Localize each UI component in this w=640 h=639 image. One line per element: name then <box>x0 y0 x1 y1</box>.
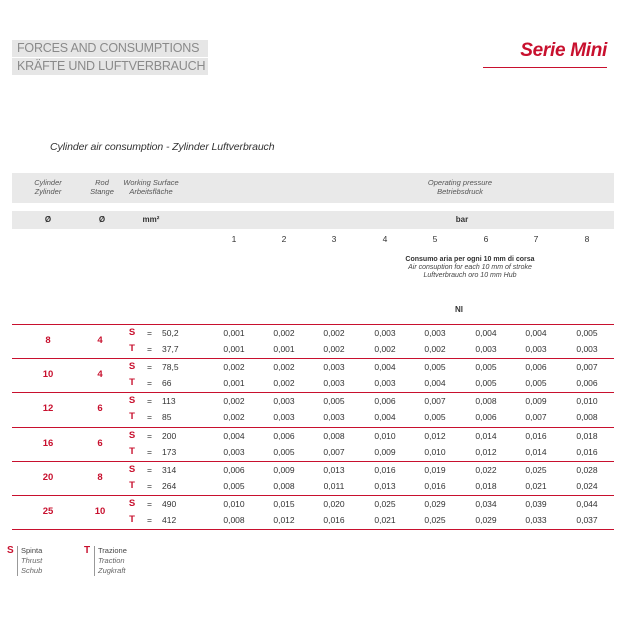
series-underline <box>483 67 607 68</box>
row-divider <box>12 529 614 530</box>
thrust-consumption-cell: 0,015 <box>273 499 295 509</box>
rod-diameter: 6 <box>97 437 103 449</box>
traction-consumption-cell: 0,005 <box>424 412 446 423</box>
legend-thrust-en: Thrust <box>21 556 43 565</box>
equals-sign: = <box>147 515 152 525</box>
traction-consumption-cell: 0,012 <box>273 515 295 525</box>
traction-consumption-cell: 0,016 <box>576 446 598 457</box>
traction-consumption-cell: 0,008 <box>576 412 598 423</box>
traction-consumption-cell: 0,014 <box>525 446 547 457</box>
legend-traction-text <box>94 546 127 576</box>
traction-consumption-cell: 0,025 <box>424 515 446 525</box>
thrust-consumption-cell: 0,029 <box>424 499 446 509</box>
cylinder-diameter: 25 <box>42 506 54 517</box>
pressure-header-7: 7 <box>533 234 539 244</box>
table-subtitle: Cylinder air consumption - Zylinder Luftverbrauch <box>50 141 275 153</box>
consumption-note-en: Air consuption for each 10 mm of stroke <box>408 264 532 271</box>
traction-consumption-cell: 0,004 <box>374 412 396 423</box>
thrust-consumption-cell: 0,012 <box>424 430 446 441</box>
traction-consumption-cell: 0,011 <box>323 480 345 491</box>
traction-consumption-cell: 0,005 <box>273 446 295 457</box>
traction-consumption-cell: 0,005 <box>525 378 547 389</box>
rod-diameter: 4 <box>97 369 103 381</box>
thrust-consumption-cell: 0,006 <box>374 396 396 407</box>
traction-consumption-cell: 0,024 <box>576 480 598 491</box>
legend-traction-de: Zugkraft <box>98 566 126 575</box>
traction-consumption-cell: 0,003 <box>223 446 245 457</box>
traction-consumption-cell: 0,006 <box>576 378 598 389</box>
section-title <box>12 40 208 75</box>
traction-consumption-cell: 0,006 <box>475 412 497 423</box>
pressure-header-3: 3 <box>331 234 337 244</box>
row-divider <box>12 461 614 462</box>
thrust-consumption-cell: 0,001 <box>223 328 245 338</box>
traction-consumption-cell: 0,003 <box>576 344 598 354</box>
traction-consumption-cell: 0,003 <box>475 344 497 354</box>
unit-surface: mm² <box>142 215 160 224</box>
col-header-pressure-text: Operating pressure Betriebsdruck <box>427 178 493 196</box>
stroke-thrust-label: S <box>128 361 136 373</box>
traction-consumption-cell: 0,029 <box>475 515 497 525</box>
thrust-consumption-cell: 0,009 <box>525 396 547 407</box>
rod-diameter: 4 <box>97 335 103 346</box>
consumption-note-de: Luftverbrauch oro 10 mm Hub <box>423 272 517 279</box>
traction-consumption-cell: 0,007 <box>525 412 547 423</box>
legend-thrust-text <box>17 546 42 576</box>
thrust-consumption-cell: 0,016 <box>525 430 547 441</box>
traction-area: 264 <box>162 480 177 491</box>
thrust-consumption-cell: 0,008 <box>475 396 497 407</box>
title-line-en: FORCES AND CONSUMPTIONS <box>12 40 208 57</box>
thrust-consumption-cell: 0,004 <box>525 328 547 338</box>
traction-consumption-cell: 0,005 <box>223 480 245 491</box>
thrust-consumption-cell: 0,005 <box>424 362 446 373</box>
thrust-area: 113 <box>162 396 176 407</box>
col-header-cylinder <box>28 178 68 196</box>
traction-consumption-cell: 0,001 <box>273 344 295 354</box>
legend-thrust-de: Schub <box>21 566 43 575</box>
series-label <box>483 40 607 62</box>
traction-consumption-cell: 0,003 <box>273 412 295 423</box>
stroke-thrust-label: S <box>128 395 136 407</box>
thrust-consumption-cell: 0,028 <box>576 464 598 475</box>
pressure-header-1: 1 <box>231 234 237 244</box>
traction-consumption-cell: 0,005 <box>475 378 497 389</box>
thrust-area: 200 <box>162 430 177 441</box>
stroke-traction-label: T <box>129 514 135 525</box>
col-header-rod <box>84 178 120 196</box>
thrust-area: 314 <box>162 464 177 475</box>
row-divider <box>12 495 614 496</box>
traction-consumption-cell: 0,013 <box>374 480 396 491</box>
traction-area: 37,7 <box>162 344 179 354</box>
traction-consumption-cell: 0,003 <box>525 344 547 354</box>
traction-consumption-cell: 0,002 <box>273 378 295 389</box>
traction-consumption-cell: 0,012 <box>475 446 497 457</box>
thrust-area: 490 <box>162 499 177 509</box>
traction-consumption-cell: 0,037 <box>576 515 598 525</box>
pressure-header-8: 8 <box>584 234 590 244</box>
traction-consumption-cell: 0,004 <box>424 378 446 389</box>
traction-consumption-cell: 0,021 <box>525 480 547 491</box>
stroke-thrust-label: S <box>128 327 136 338</box>
row-divider <box>12 427 614 428</box>
thrust-consumption-cell: 0,002 <box>273 328 295 338</box>
stroke-thrust-label: S <box>128 498 136 509</box>
equals-sign: = <box>147 378 152 389</box>
pressure-header-6: 6 <box>483 234 489 244</box>
col-header-surface-text: Working Surface Arbeitsfläche <box>123 178 179 196</box>
row-divider <box>12 392 614 393</box>
equals-sign: = <box>147 396 152 407</box>
traction-consumption-cell: 0,002 <box>323 344 345 354</box>
stroke-thrust-label: S <box>128 463 136 475</box>
traction-consumption-cell: 0,033 <box>525 515 547 525</box>
thrust-consumption-cell: 0,009 <box>273 464 295 475</box>
thrust-consumption-cell: 0,034 <box>475 499 497 509</box>
thrust-area: 50,2 <box>162 328 179 338</box>
traction-consumption-cell: 0,018 <box>475 480 497 491</box>
thrust-consumption-cell: 0,018 <box>576 430 598 441</box>
traction-area: 85 <box>162 412 172 423</box>
traction-consumption-cell: 0,007 <box>323 446 345 457</box>
thrust-consumption-cell: 0,002 <box>273 362 295 373</box>
series-title: Serie Mini <box>520 40 607 61</box>
traction-consumption-cell: 0,003 <box>323 412 345 423</box>
consumption-unit: Nl <box>455 305 463 314</box>
equals-sign: = <box>147 430 152 441</box>
traction-consumption-cell: 0,021 <box>374 515 396 525</box>
equals-sign: = <box>147 412 152 423</box>
stroke-traction-label: T <box>129 479 135 491</box>
equals-sign: = <box>147 446 152 457</box>
thrust-consumption-cell: 0,010 <box>576 396 598 407</box>
stroke-traction-label: T <box>129 343 135 354</box>
legend-traction-en: Traction <box>98 556 125 565</box>
thrust-consumption-cell: 0,005 <box>323 396 345 407</box>
rod-diameter: 6 <box>97 403 103 415</box>
thrust-consumption-cell: 0,007 <box>424 396 446 407</box>
row-divider <box>12 358 614 359</box>
stroke-thrust-label: S <box>128 429 136 441</box>
consumption-note <box>380 256 560 280</box>
cylinder-diameter: 10 <box>42 369 54 381</box>
col-header-surface <box>118 178 184 196</box>
pressure-header-4: 4 <box>382 234 388 244</box>
thrust-consumption-cell: 0,003 <box>323 362 345 373</box>
traction-consumption-cell: 0,010 <box>424 446 446 457</box>
traction-consumption-cell: 0,001 <box>223 344 245 354</box>
thrust-consumption-cell: 0,003 <box>273 396 295 407</box>
equals-sign: = <box>147 362 152 373</box>
stroke-traction-label: T <box>129 411 135 423</box>
traction-consumption-cell: 0,016 <box>323 515 345 525</box>
traction-consumption-cell: 0,003 <box>374 378 396 389</box>
thrust-consumption-cell: 0,039 <box>525 499 547 509</box>
thrust-consumption-cell: 0,025 <box>525 464 547 475</box>
thrust-consumption-cell: 0,010 <box>374 430 396 441</box>
thrust-consumption-cell: 0,006 <box>525 362 547 373</box>
row-divider <box>12 324 614 325</box>
thrust-consumption-cell: 0,025 <box>374 499 396 509</box>
stroke-traction-label: T <box>129 445 135 457</box>
thrust-consumption-cell: 0,003 <box>374 328 396 338</box>
traction-consumption-cell: 0,002 <box>223 412 245 423</box>
unit-cylinder: Ø <box>44 215 52 224</box>
thrust-consumption-cell: 0,006 <box>223 464 245 475</box>
thrust-consumption-cell: 0,004 <box>475 328 497 338</box>
equals-sign: = <box>147 328 152 338</box>
cylinder-diameter: 16 <box>42 437 54 449</box>
equals-sign: = <box>147 499 152 509</box>
consumption-note-it: Consumo aria per ogni 10 mm di corsa <box>405 256 535 263</box>
thrust-consumption-cell: 0,022 <box>475 464 497 475</box>
traction-consumption-cell: 0,002 <box>374 344 396 354</box>
thrust-consumption-cell: 0,002 <box>223 396 245 407</box>
thrust-consumption-cell: 0,020 <box>323 499 345 509</box>
stroke-traction-label: T <box>129 377 135 389</box>
cylinder-diameter: 8 <box>45 335 51 346</box>
thrust-consumption-cell: 0,006 <box>273 430 295 441</box>
thrust-consumption-cell: 0,005 <box>576 328 598 338</box>
thrust-area: 78,5 <box>162 362 179 373</box>
thrust-consumption-cell: 0,016 <box>374 464 396 475</box>
traction-consumption-cell: 0,003 <box>323 378 345 389</box>
col-header-pressure <box>410 178 510 196</box>
pressure-header-5: 5 <box>432 234 438 244</box>
legend-traction-key: T <box>84 545 91 556</box>
cylinder-diameter: 20 <box>42 471 54 483</box>
thrust-consumption-cell: 0,008 <box>323 430 345 441</box>
traction-consumption-cell: 0,008 <box>273 480 295 491</box>
col-header-rod-text: Rod Stange <box>90 178 114 196</box>
unit-rod: Ø <box>98 215 106 224</box>
col-header-cylinder-text: Cylinder Zylinder <box>34 178 62 196</box>
title-line-de: KRÄFTE UND LUFTVERBRAUCH <box>12 58 208 75</box>
thrust-consumption-cell: 0,019 <box>424 464 446 475</box>
legend-thrust-key: S <box>7 545 14 556</box>
thrust-consumption-cell: 0,007 <box>576 362 598 373</box>
equals-sign: = <box>147 464 152 475</box>
traction-consumption-cell: 0,001 <box>223 378 245 389</box>
rod-diameter: 10 <box>94 506 106 517</box>
legend-thrust-it: Spinta <box>21 546 43 555</box>
thrust-consumption-cell: 0,044 <box>576 499 598 509</box>
unit-pressure: bar <box>455 215 469 224</box>
thrust-consumption-cell: 0,013 <box>323 464 345 475</box>
thrust-consumption-cell: 0,003 <box>424 328 446 338</box>
traction-area: 412 <box>162 515 177 525</box>
traction-consumption-cell: 0,009 <box>374 446 396 457</box>
legend-traction-it: Trazione <box>98 546 127 555</box>
rod-diameter: 8 <box>97 471 103 483</box>
thrust-consumption-cell: 0,004 <box>374 362 396 373</box>
traction-consumption-cell: 0,008 <box>223 515 245 525</box>
traction-consumption-cell: 0,002 <box>424 344 446 354</box>
equals-sign: = <box>147 344 152 354</box>
thrust-consumption-cell: 0,010 <box>223 499 245 509</box>
cylinder-diameter: 12 <box>42 403 54 415</box>
equals-sign: = <box>147 480 152 491</box>
thrust-consumption-cell: 0,014 <box>475 430 497 441</box>
pressure-header-2: 2 <box>281 234 287 244</box>
traction-consumption-cell: 0,016 <box>424 480 446 491</box>
thrust-consumption-cell: 0,002 <box>323 328 345 338</box>
traction-area: 66 <box>162 378 172 389</box>
thrust-consumption-cell: 0,002 <box>223 362 245 373</box>
traction-area: 173 <box>162 446 177 457</box>
thrust-consumption-cell: 0,004 <box>223 430 245 441</box>
thrust-consumption-cell: 0,005 <box>475 362 497 373</box>
